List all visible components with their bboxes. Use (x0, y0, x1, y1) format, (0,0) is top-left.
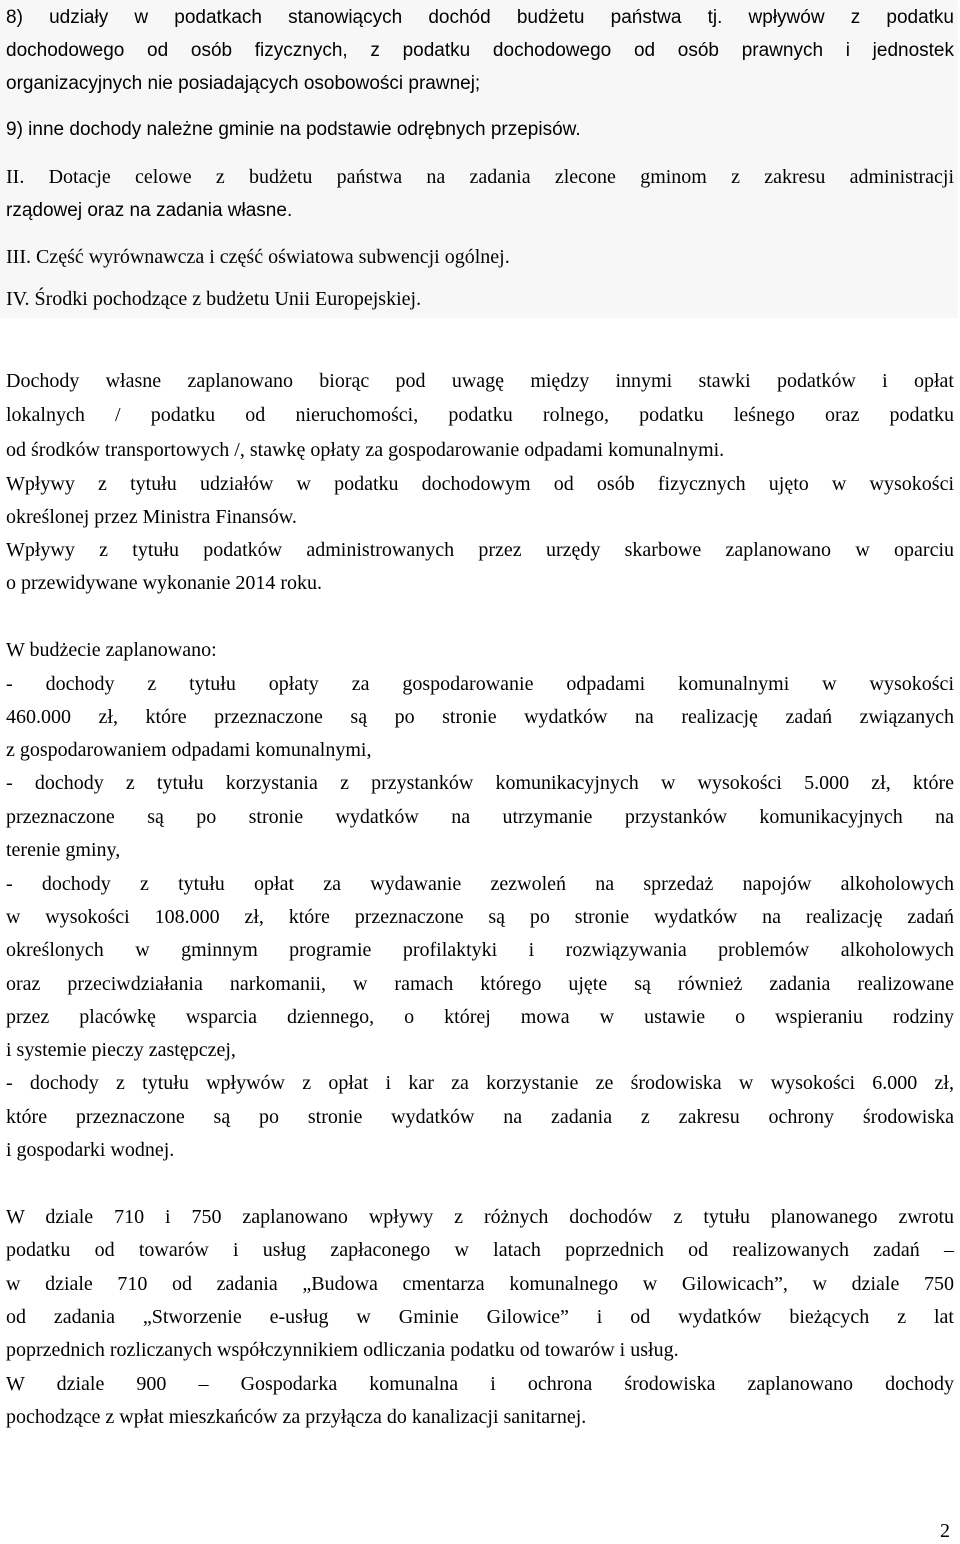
list-item-II-line-2: rządowej oraz na zadania własne. (6, 200, 293, 221)
income-sources-list (0, 0, 958, 318)
paragraph-line: przeznaczone są po stronie wydatków na utrzymanie przystanków komunikacyjnych na (6, 806, 954, 828)
paragraph-line: określonej przez Ministra Finansów. (6, 506, 297, 528)
paragraph-line: 460.000 zł, które przeznaczone są po stronie wydatków na realizację zadań związanych (6, 706, 954, 728)
paragraph-line: - dochody z tytułu opłaty za gospodarowanie odpadami komunalnymi w wysokości (6, 673, 954, 695)
paragraph-line: i gospodarki wodnej. (6, 1139, 175, 1161)
paragraph-line: o przewidywane wykonanie 2014 roku. (6, 572, 323, 594)
paragraph-line: z gospodarowaniem odpadami komunalnymi, (6, 739, 372, 761)
paragraph-line: i systemie pieczy zastępczej, (6, 1039, 236, 1061)
list-item-9: 9) inne dochody należne gminie na podstawie odrębnych przepisów. (6, 119, 581, 140)
paragraph-line: lokalnych / podatku od nieruchomości, podatku rolnego, podatku leśnego oraz podatku (6, 404, 954, 426)
paragraph-line: oraz przeciwdziałania narkomanii, w ramach którego ujęte są również zadania realizowane (6, 973, 954, 995)
paragraph-line: W dziale 710 i 750 zaplanowano wpływy z różnych dochodów z tytułu planowanego zwrotu (6, 1206, 954, 1228)
paragraph-line: W dziale 900 – Gospodarka komunalna i ochrona środowiska zaplanowano dochody (6, 1373, 954, 1395)
paragraph-line: - dochody z tytułu wpływów z opłat i kar za korzystanie ze środowiska w wysokości 6.000 zł, (6, 1072, 954, 1094)
paragraph-line: pochodzące z wpłat mieszkańców za przyłącza do kanalizacji sanitarnej. (6, 1406, 587, 1428)
paragraph-line: poprzednich rozliczanych współczynnikiem odliczania podatku od towarów i usług. (6, 1339, 679, 1361)
list-item-8-line-1: 8) udziały w podatkach stanowiących dochód budżetu państwa tj. wpływów z podatku (6, 7, 954, 28)
paragraph-line: w wysokości 108.000 zł, które przeznaczone są po stronie wydatków na realizację zadań (6, 906, 954, 928)
paragraph-line: od zadania „Stworzenie e-usług w Gminie Gilowice” i od wydatków bieżących z lat (6, 1306, 954, 1328)
paragraph-line: podatku od towarów i usług zapłaconego w latach poprzednich od realizowanych zadań – (6, 1239, 954, 1261)
paragraph-line: - dochody z tytułu opłat za wydawanie zezwoleń na sprzedaż napojów alkoholowych (6, 873, 954, 895)
page-number: 2 (940, 1520, 950, 1542)
paragraph-line: Wpływy z tytułu podatków administrowanych przez urzędy skarbowe zaplanowano w oparciu (6, 539, 954, 561)
paragraph-heading: W budżecie zaplanowano: (6, 639, 217, 661)
paragraph-line: od środków transportowych /, stawkę opłaty za gospodarowanie odpadami komunalnymi. (6, 439, 725, 461)
paragraph-line: - dochody z tytułu korzystania z przystanków komunikacyjnych w wysokości 5.000 zł, które (6, 772, 954, 794)
list-item-8-line-3: organizacyjnych nie posiadających osobowości prawnej; (6, 73, 481, 94)
paragraph-line: w dziale 710 od zadania „Budowa cmentarza komunalnego w Gilowicach”, w dziale 750 (6, 1273, 954, 1295)
list-item-III: III. Część wyrównawcza i część oświatowa subwencji ogólnej. (6, 246, 510, 268)
paragraph-line: Wpływy z tytułu udziałów w podatku dochodowym od osób fizycznych ujęto w wysokości (6, 473, 954, 495)
list-item-II-line-1: II. Dotacje celowe z budżetu państwa na zadania zlecone gminom z zakresu administracji (6, 166, 954, 188)
paragraph-line: przez placówkę wsparcia dziennego, o której mowa w ustawie o wspieraniu rodziny (6, 1006, 954, 1028)
list-item-8-line-2: dochodowego od osób fizycznych, z podatku dochodowego od osób prawnych i jednostek (6, 40, 954, 61)
list-item-IV: IV. Środki pochodzące z budżetu Unii Europejskiej. (6, 288, 422, 310)
paragraph-line: które przeznaczone są po stronie wydatków na zadania z zakresu ochrony środowiska (6, 1106, 954, 1128)
paragraph-line: Dochody własne zaplanowano biorąc pod uwagę między innymi stawki podatków i opłat (6, 370, 954, 392)
paragraph-line: terenie gminy, (6, 839, 121, 861)
paragraph-line: określonych w gminnym programie profilaktyki i rozwiązywania problemów alkoholowych (6, 939, 954, 961)
